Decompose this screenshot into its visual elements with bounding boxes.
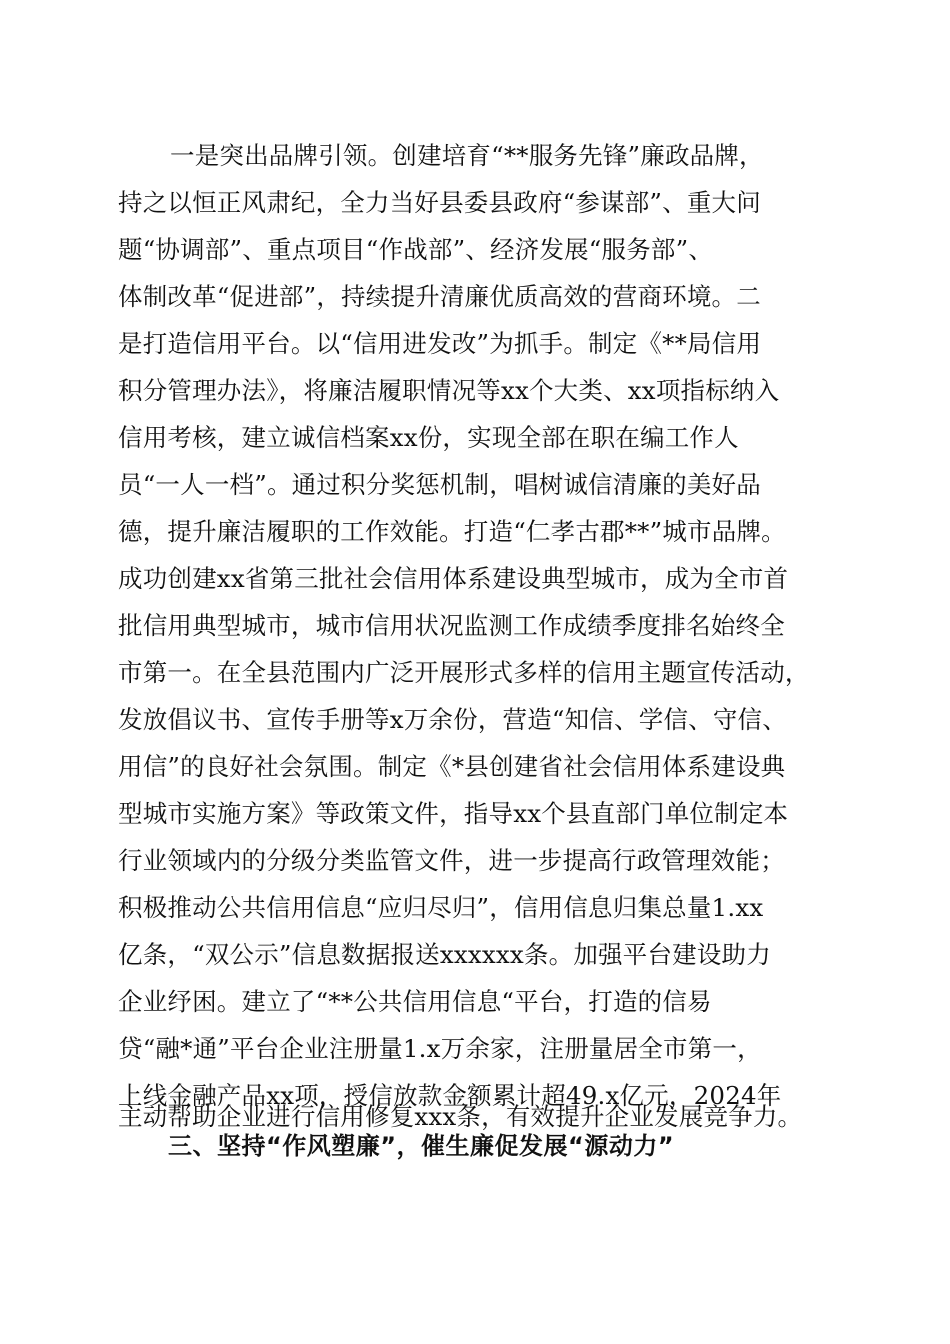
paragraph-line: 市第一。在全县范围内广泛开展形式多样的信用主题宣传活动， (118, 658, 810, 687)
section-heading: 三、坚持“作风塑廉”，催生廉促发展“源动力” (168, 1132, 675, 1160)
paragraph-line: 积极推动公共信用信息“应归尽归”，信用信息归集总量1.xx (118, 893, 764, 922)
paragraph-line: 贷“融*通”平台企业注册量1.x万余家，注册量居全市第一， (118, 1034, 762, 1063)
paragraph-line: 体制改革“促进部”，持续提升清廉优质高效的营商环境。二 (118, 282, 761, 311)
paragraph-line-last: 主动帮助企业进行信用修复xxx条，有效提升企业发展竞争力。 (118, 1102, 803, 1131)
paragraph-line: 批信用典型城市，城市信用状况监测工作成绩季度排名始终全 (118, 611, 785, 640)
paragraph-line: 持之以恒正风肃纪，全力当好县委县政府“参谋部”、重大问 (118, 188, 761, 217)
paragraph-line: 信用考核，建立诚信档案xx份，实现全部在职在编工作人 (118, 423, 739, 452)
paragraph-line: 积分管理办法》，将廉洁履职情况等xx个大类、xx项指标纳入 (118, 376, 780, 405)
paragraph-line: 一是突出品牌引领。创建培育“**服务先锋”廉政品牌， (170, 141, 764, 170)
paragraph-line: 员“一人一档”。通过积分奖惩机制，唱树诚信清廉的美好品 (118, 470, 761, 499)
paragraph-line: 成功创建xx省第三批社会信用体系建设典型城市，成为全市首 (118, 564, 789, 593)
paragraph-line: 发放倡议书、宣传手册等x万余份，营造“知信、学信、守信、 (118, 705, 787, 734)
paragraph-line: 亿条，“双公示”信息数据报送xxxxxx条。加强平台建设助力 (118, 940, 771, 969)
paragraph-line: 型城市实施方案》等政策文件，指导xx个县直部门单位制定本 (118, 799, 789, 828)
paragraph-line: 上线金融产品xx项，授信放款金额累计超49.x亿元，2024年 (118, 1081, 782, 1110)
paragraph-line: 是打造信用平台。以“信用进发改”为抓手。制定《**局信用 (118, 329, 762, 358)
paragraph-line: 用信”的良好社会氛围。制定《*县创建省社会信用体系建设典 (118, 752, 786, 781)
paragraph-line: 题“协调部”、重点项目“作战部”、经济发展“服务部”、 (118, 235, 714, 264)
paragraph-line: 德，提升廉洁履职的工作效能。打造“仁孝古郡**”城市品牌。 (118, 517, 786, 546)
paragraph-line: 行业领域内的分级分类监管文件，进一步提高行政管理效能； (118, 846, 785, 875)
paragraph-line: 企业纾困。建立了“**公共信用信息“平台，打造的信易 (118, 987, 712, 1016)
